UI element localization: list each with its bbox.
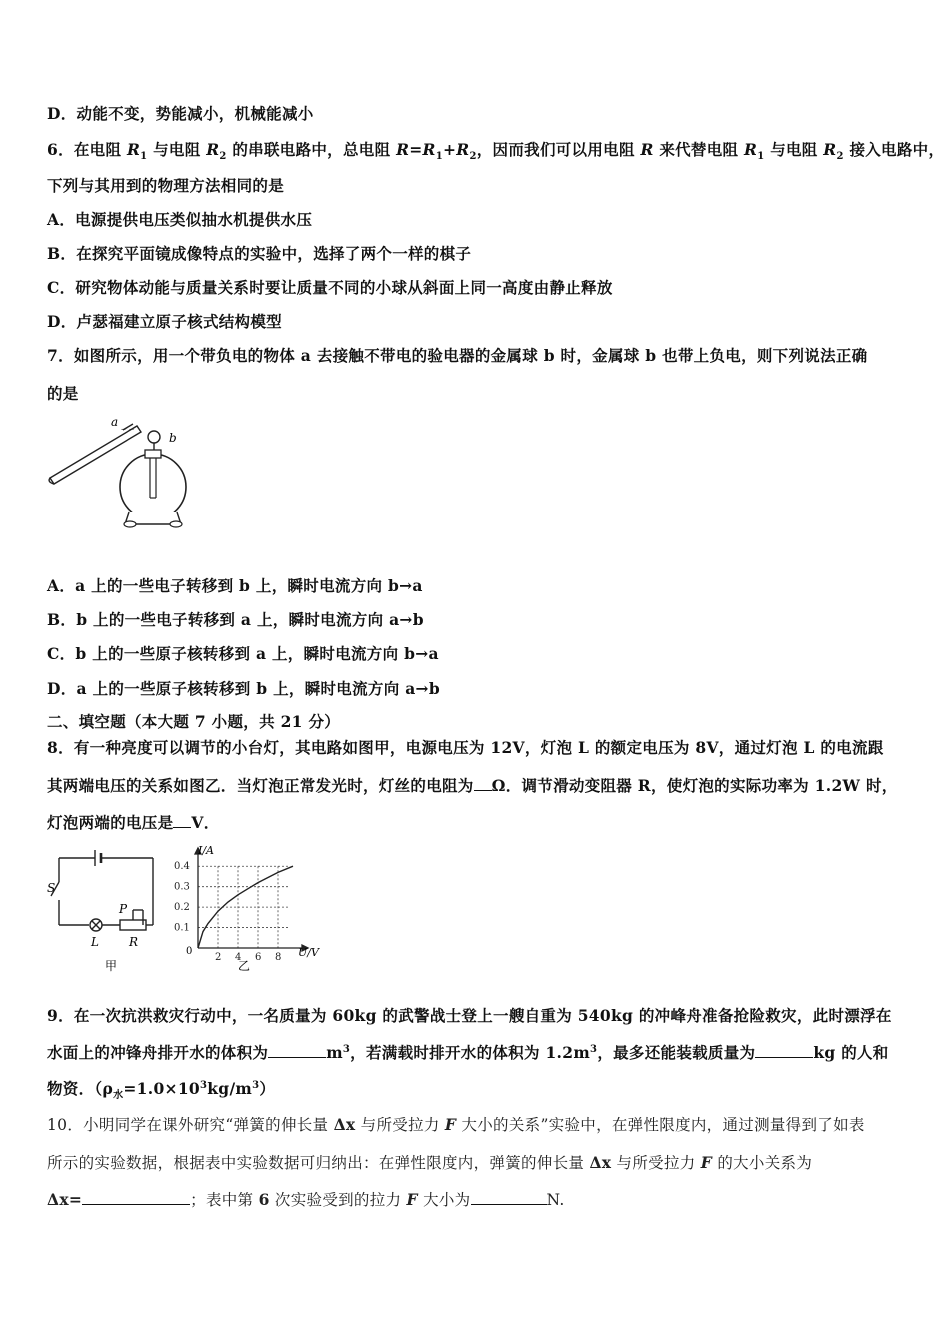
minus-signs: – – bbox=[121, 424, 135, 435]
answer-blank bbox=[471, 1204, 547, 1205]
electroscope-figure bbox=[45, 412, 195, 532]
x-axis-label: U/V bbox=[298, 946, 319, 959]
q7-option-a: A．a 上的一些电子转移到 b 上，瞬时电流方向 b→a bbox=[47, 576, 423, 595]
q10-stem-line1: 10．小明同学在课外研究“弹簧的伸长量 Δx 与所受拉力 F 大小的关系”实验中，在弹性限度内，通过测量得到了如表 bbox=[47, 1115, 865, 1134]
q7-option-d: D．a 上的一些原子核转移到 b 上，瞬时电流方向 a→b bbox=[47, 679, 440, 698]
x-tick-label: 4 bbox=[235, 952, 242, 963]
y-tick-label: 0.4 bbox=[174, 861, 190, 873]
q6-stem-line1: 6．在电阻 $R_1$ 与电阻 $R_2$ 的串联电路中，总电阻 $R=R_1+R_2$，因而我们可以用电阻 R 来代替电阻 $R_1$ 与电阻 $R_2$ 接入电路中， bbox=[47, 140, 945, 163]
q10-stem-line2: 所示的实验数据，根据表中实验数据可归纳出：在弹性限度内，弹簧的伸长量 Δx 与所受拉力 F 的大小关系为 bbox=[47, 1153, 813, 1172]
x-tick-label: 8 bbox=[275, 952, 282, 963]
q6-option-c: C．研究物体动能与质量关系时要让质量不同的小球从斜面上同一高度由静止释放 bbox=[47, 278, 613, 297]
q9-stem-line3: 物资．$(\rho_水=1.0\times 10^3kg/m^3)$ bbox=[47, 1079, 276, 1102]
answer-blank bbox=[173, 827, 191, 828]
x-tick-label: 2 bbox=[215, 952, 222, 963]
q10-stem-line3: Δx= ；表中第 6 次实验受到的拉力 F 大小为 N. bbox=[47, 1190, 565, 1209]
label-P: P bbox=[119, 902, 128, 916]
q6-option-d: D．卢瑟福建立原子核式结构模型 bbox=[47, 312, 282, 331]
label-a: a bbox=[111, 415, 119, 429]
answer-blank bbox=[268, 1057, 326, 1058]
q7-option-c: C．b 上的一些原子核转移到 a 上，瞬时电流方向 b→a bbox=[47, 644, 439, 663]
label-S: S bbox=[47, 881, 56, 895]
grid bbox=[198, 866, 288, 948]
q6-option-a: A．电源提供电压类似抽水机提供水压 bbox=[47, 210, 313, 229]
y-axis-label: I/A bbox=[198, 844, 214, 857]
iu-graph bbox=[172, 840, 324, 975]
metal-ball-b bbox=[148, 431, 160, 443]
q7-stem-line1: 7．如图所示，用一个带负电的物体 a 去接触不带电的验电器的金属球 b 时，金属球 b 也带上负电，则下列说法正确 bbox=[47, 346, 868, 365]
q5-option-d: D．动能不变，势能减小，机械能减小 bbox=[47, 104, 314, 123]
label-R: R bbox=[129, 935, 139, 949]
q8-stem-line1: 8．有一种亮度可以调节的小台灯，其电路如图甲，电源电压为 12V，灯泡 L 的额定电压为 8V，通过灯泡 L 的电流跟 bbox=[47, 738, 884, 757]
circuit-diagram bbox=[45, 840, 175, 975]
origin-label: 0 bbox=[186, 946, 193, 957]
q9-stem-line1: 9．在一次抗洪救灾行动中，一名质量为 60kg 的武警战士登上一艘自重为 540kg 的冲峰舟准备抢险救灾，此时漂浮在 bbox=[47, 1006, 892, 1025]
answer-blank bbox=[82, 1204, 190, 1205]
label-b: b bbox=[169, 431, 177, 445]
label-L: L bbox=[91, 935, 99, 949]
y-tick-label: 0.2 bbox=[174, 902, 190, 914]
y-tick-label: 0.3 bbox=[174, 881, 190, 893]
answer-blank bbox=[474, 790, 492, 791]
answer-blank bbox=[755, 1057, 813, 1058]
q8-stem-line2: 其两端电压的关系如图乙．当灯泡正常发光时，灯丝的电阻为 Ω．调节滑动变阻器 R，使灯泡的实际功率为 1.2W 时， bbox=[47, 776, 898, 795]
caption-yi: 乙 bbox=[238, 959, 251, 973]
y-tick-label: 0.1 bbox=[174, 922, 190, 934]
x-tick-label: 6 bbox=[255, 952, 262, 963]
section-heading: 二、填空题（本大题 7 小题，共 21 分） bbox=[47, 712, 341, 731]
q6-stem-line2: 下列与其用到的物理方法相同的是 bbox=[47, 176, 285, 195]
q8-stem-line3: 灯泡两端的电压是 V． bbox=[47, 813, 220, 832]
q7-option-b: B．b 上的一些电子转移到 a 上，瞬时电流方向 a→b bbox=[47, 610, 424, 629]
q7-stem-line2: 的是 bbox=[47, 384, 79, 403]
q6-option-b: B．在探究平面镜成像特点的实验中，选择了两个一样的棋子 bbox=[47, 244, 472, 263]
electroscope-jar bbox=[120, 454, 186, 520]
caption-jia: 甲 bbox=[105, 959, 118, 973]
q9-stem-line2: 水面上的冲锋舟排开水的体积为 $m^3$，若满载时排开水的体积为 $1.2m^3$，最多还能装载质量为 kg 的人和 bbox=[47, 1043, 889, 1062]
